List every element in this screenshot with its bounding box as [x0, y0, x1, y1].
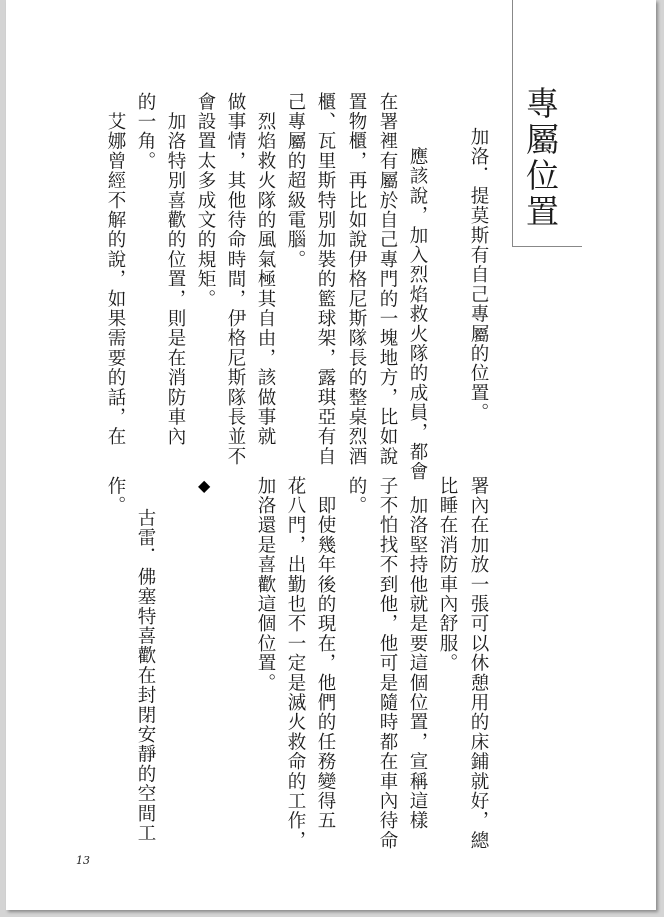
text-column: 花八門，出勤也不一定是滅火救命的工作，: [285, 476, 306, 851]
title-rule-horizontal: [512, 246, 582, 247]
text-column: 應該說，加入烈焰救火隊的成員，都會: [407, 127, 428, 482]
text-column: 即使幾年後的現在，他們的任務變得五: [315, 476, 336, 831]
text-column: 會設置太多成文的規矩。: [195, 92, 216, 309]
page-number: 13: [76, 854, 90, 867]
text-column: 的一角。: [135, 92, 156, 171]
text-column: 作。: [105, 476, 126, 516]
text-column: 在署裡有屬於自己專門的一塊地方，比如說: [377, 92, 398, 467]
text-column: 加洛．提莫斯有自己專屬的位置。: [468, 127, 489, 423]
section-separator-diamond-icon: ◆: [198, 476, 211, 495]
text-column: 己專屬的超級電腦。: [285, 92, 306, 270]
text-column: 署內在加放一張可以休憩用的床鋪就好，總: [468, 476, 489, 851]
text-column: 加洛特別喜歡的位置，則是在消防車內: [165, 92, 186, 447]
text-column: 做事情，其他待命時間，伊格尼斯隊長並不: [225, 92, 246, 467]
text-column: 加洛還是喜歡這個位置。: [255, 476, 276, 693]
text-column: 古雷．佛塞特喜歡在封閉安靜的空間工: [135, 508, 156, 843]
text-column: 子不怕找不到他，他可是隨時都在車內待命: [377, 476, 398, 851]
text-column: 艾娜曾經不解的說，如果需要的話，在: [105, 92, 126, 447]
text-column: 櫃、瓦里斯特別加裝的籃球架，露琪亞有自: [315, 92, 336, 467]
text-column: 烈焰救火隊的風氣極其自由，該做事就: [255, 92, 276, 447]
chapter-title: 專屬位置: [521, 86, 560, 230]
text-column: 置物櫃，再比如說伊格尼斯隊長的整桌烈酒: [346, 92, 367, 467]
text-column: 加洛堅持他就是要這個位置，宣稱這樣: [407, 476, 428, 831]
book-page: [6, 0, 656, 910]
text-column: 的。: [346, 476, 367, 516]
title-rule-vertical: [512, 0, 513, 246]
text-column: 比睡在消防車內舒服。: [437, 476, 458, 673]
